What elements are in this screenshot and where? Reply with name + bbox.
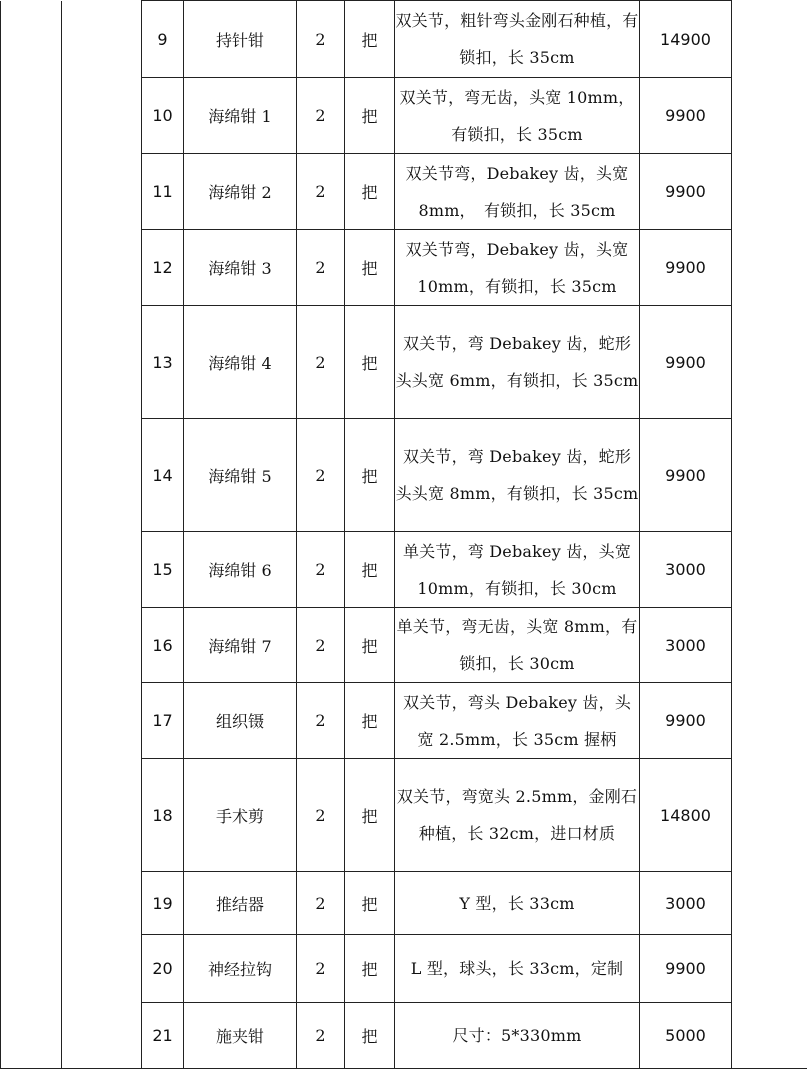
- item-name: 海绵钳 7: [184, 608, 297, 683]
- item-unit: 把: [345, 230, 395, 306]
- item-unit: 把: [345, 759, 395, 872]
- blank-cell: [62, 1, 142, 1069]
- item-quantity: 2: [297, 78, 345, 154]
- item-name: 推结器: [184, 872, 297, 935]
- item-number: 9: [142, 1, 184, 78]
- item-spec: 双关节，弯头 Debakey 齿，头宽 2.5mm，长 35cm 握柄: [395, 683, 640, 759]
- item-unit: 把: [345, 419, 395, 532]
- item-price: 9900: [640, 230, 732, 306]
- item-spec: 双关节弯，Debakey 齿，头宽 10mm，有锁扣，长 35cm: [395, 230, 640, 306]
- item-name: 海绵钳 2: [184, 154, 297, 230]
- item-number: 20: [142, 935, 184, 1003]
- item-unit: 把: [345, 935, 395, 1003]
- item-price: 9900: [640, 935, 732, 1003]
- item-quantity: 2: [297, 683, 345, 759]
- item-quantity: 2: [297, 306, 345, 419]
- item-spec: Y 型，长 33cm: [395, 872, 640, 935]
- item-spec: 双关节，弯宽头 2.5mm，金刚石种植，长 32cm，进口材质: [395, 759, 640, 872]
- item-name: 海绵钳 1: [184, 78, 297, 154]
- item-spec: 双关节，弯 Debakey 齿，蛇形头头宽 8mm，有锁扣，长 35cm: [395, 419, 640, 532]
- item-name: 施夹钳: [184, 1003, 297, 1069]
- item-unit: 把: [345, 532, 395, 608]
- item-number: 18: [142, 759, 184, 872]
- item-number: 11: [142, 154, 184, 230]
- item-spec: 双关节，弯无齿，头宽 10mm，有锁扣，长 35cm: [395, 78, 640, 154]
- item-quantity: 2: [297, 1003, 345, 1069]
- item-quantity: 2: [297, 419, 345, 532]
- item-number: 10: [142, 78, 184, 154]
- item-price: 9900: [640, 683, 732, 759]
- item-price: 5000: [640, 1003, 732, 1069]
- item-price: 3000: [640, 532, 732, 608]
- item-unit: 把: [345, 683, 395, 759]
- item-spec: 双关节，弯 Debakey 齿，蛇形头头宽 6mm，有锁扣，长 35cm: [395, 306, 640, 419]
- item-name: 手术剪: [184, 759, 297, 872]
- item-unit: 把: [345, 154, 395, 230]
- item-name: 组织镊: [184, 683, 297, 759]
- blank-cell: [1, 1, 62, 1069]
- item-number: 19: [142, 872, 184, 935]
- item-number: 12: [142, 230, 184, 306]
- item-number: 14: [142, 419, 184, 532]
- item-quantity: 2: [297, 230, 345, 306]
- item-name: 海绵钳 5: [184, 419, 297, 532]
- item-spec: L 型，球头，长 33cm，定制: [395, 935, 640, 1003]
- item-price: 3000: [640, 608, 732, 683]
- item-number: 17: [142, 683, 184, 759]
- item-name: 持针钳: [184, 1, 297, 78]
- item-name: 海绵钳 3: [184, 230, 297, 306]
- item-unit: 把: [345, 306, 395, 419]
- item-price: 14900: [640, 1, 732, 78]
- item-unit: 把: [345, 872, 395, 935]
- item-spec: 单关节，弯无齿，头宽 8mm，有锁扣，长 30cm: [395, 608, 640, 683]
- item-quantity: 2: [297, 935, 345, 1003]
- item-unit: 把: [345, 78, 395, 154]
- item-quantity: 2: [297, 1, 345, 78]
- item-name: 海绵钳 6: [184, 532, 297, 608]
- item-price: 14800: [640, 759, 732, 872]
- item-number: 13: [142, 306, 184, 419]
- item-spec: 尺寸：5*330mm: [395, 1003, 640, 1069]
- item-price: 9900: [640, 306, 732, 419]
- blank-cell: [732, 1, 807, 1069]
- item-price: 9900: [640, 419, 732, 532]
- item-quantity: 2: [297, 872, 345, 935]
- item-name: 海绵钳 4: [184, 306, 297, 419]
- item-price: 9900: [640, 78, 732, 154]
- item-number: 15: [142, 532, 184, 608]
- item-spec: 单关节，弯 Debakey 齿，头宽 10mm，有锁扣，长 30cm: [395, 532, 640, 608]
- item-unit: 把: [345, 1, 395, 78]
- item-number: 16: [142, 608, 184, 683]
- item-quantity: 2: [297, 154, 345, 230]
- item-name: 神经拉钩: [184, 935, 297, 1003]
- item-price: 3000: [640, 872, 732, 935]
- item-quantity: 2: [297, 608, 345, 683]
- item-quantity: 2: [297, 532, 345, 608]
- item-unit: 把: [345, 1003, 395, 1069]
- item-price: 9900: [640, 154, 732, 230]
- item-spec: 双关节，粗针弯头金刚石种植，有锁扣，长 35cm: [395, 1, 640, 78]
- item-quantity: 2: [297, 759, 345, 872]
- item-unit: 把: [345, 608, 395, 683]
- item-number: 21: [142, 1003, 184, 1069]
- item-spec: 双关节弯，Debakey 齿，头宽 8mm， 有锁扣，长 35cm: [395, 154, 640, 230]
- table-row: [1, 1, 807, 78]
